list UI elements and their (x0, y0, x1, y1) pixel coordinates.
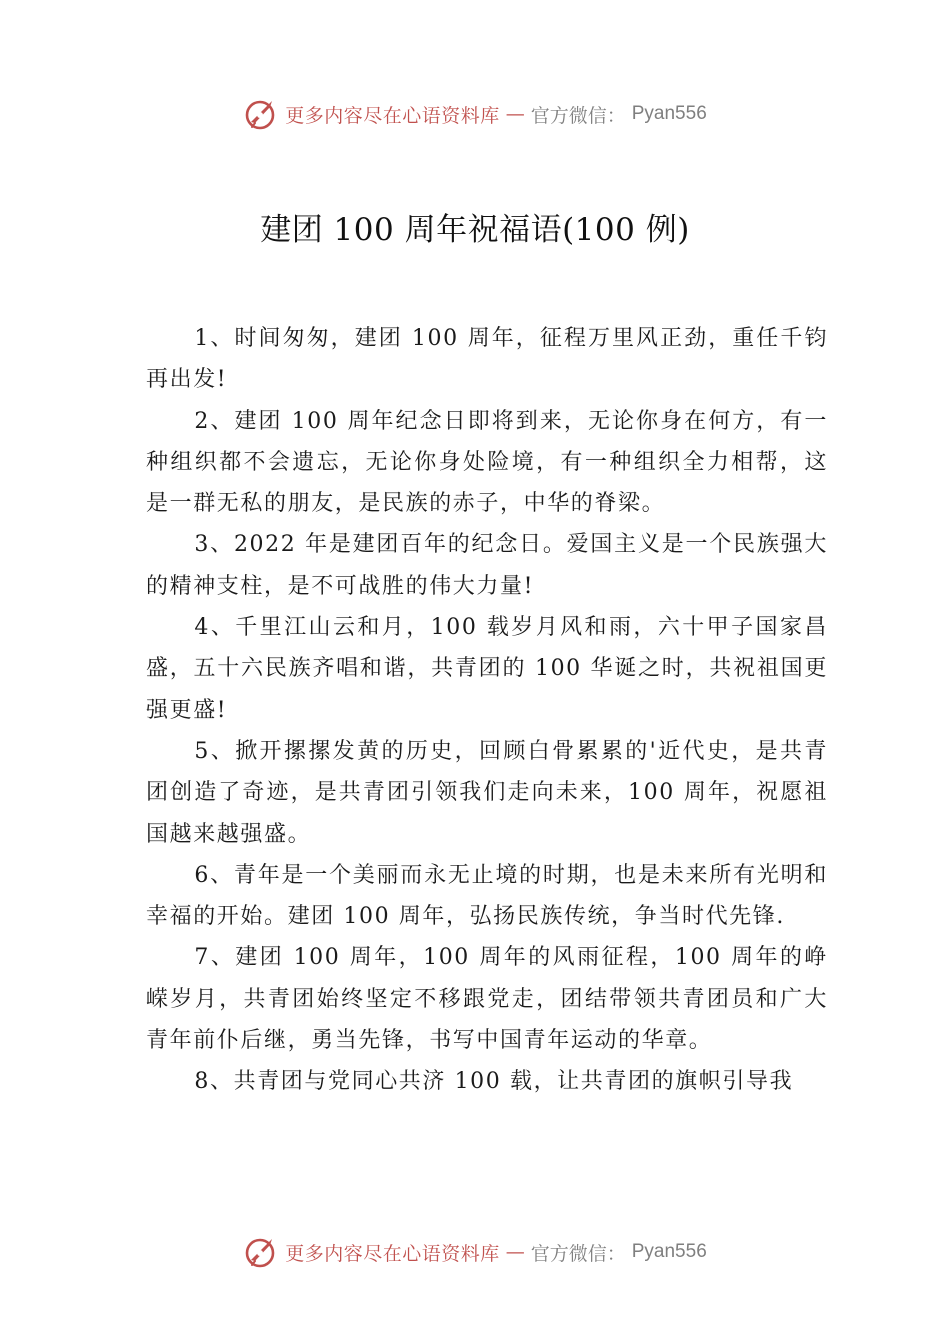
banner-wechat-label: 官方微信： (530, 1242, 626, 1265)
quill-pen-seal-icon (243, 1234, 279, 1270)
banner-wechat-id: Pyan556 (631, 103, 707, 124)
paragraph-6: 6、青年是一个美丽而永无止境的时期，也是未来所有光明和幸福的开始。建团 100 周年，弘扬民族传统，争当时代先锋. (146, 862, 828, 930)
paragraph-3: 3、2022 年是建团百年的纪念日。爱国主义是一个民族强大的精神支柱，是不可战胜的伟大力量! (146, 532, 828, 599)
banner-separator: — (505, 1241, 525, 1263)
paragraph-5: 5、掀开摞摞发黄的历史，回顾白骨累累的'近代史，是共青团创造了奇迹，是共青团引领我们走向未来，100 周年，祝愿祖国越来越强盛。 (146, 738, 828, 847)
banner-separator: — (505, 103, 525, 125)
paragraph-1: 1、时间匆匆，建团 100 周年，征程万里风正劲，重任千钧再出发! (146, 326, 828, 393)
paragraph-2: 2、建团 100 周年纪念日即将到来，无论你身在何方，有一种组织都不会遗忘，无论你身处险境，有一种组织全力相帮，这是一群无私的朋友，是民族的赤子，中华的脊梁。 (146, 408, 828, 517)
paragraph-4: 4、千里江山云和月，100 载岁月风和雨，六十甲子国家昌盛，五十六民族齐唱和谐，共青团的 100 华诞之时，共祝祖国更强更盛! (146, 615, 828, 723)
banner-wechat-id: Pyan556 (631, 1241, 707, 1262)
banner-text: 更多内容尽在心语资料库 (285, 104, 500, 127)
header-banner (0, 94, 950, 134)
banner-wechat-label: 官方微信： (530, 104, 626, 127)
banner-text: 更多内容尽在心语资料库 (285, 1242, 500, 1265)
quill-pen-seal-icon (243, 96, 279, 132)
paragraph-7: 7、建团 100 周年，100 周年的风雨征程，100 周年的峥嵘岁月，共青团始终坚定不移跟党走，团结带领共青团员和广大青年前仆后继，勇当先锋，书写中国青年运动的华章。 (146, 945, 828, 1054)
document-body (146, 318, 828, 1103)
footer-banner (0, 1232, 950, 1272)
document-title: 建团 100 周年祝福语(100 例) (260, 212, 690, 248)
paragraph-8: 8、共青团与党同心共济 100 载，让共青团的旗帜引导我 (194, 1069, 794, 1095)
